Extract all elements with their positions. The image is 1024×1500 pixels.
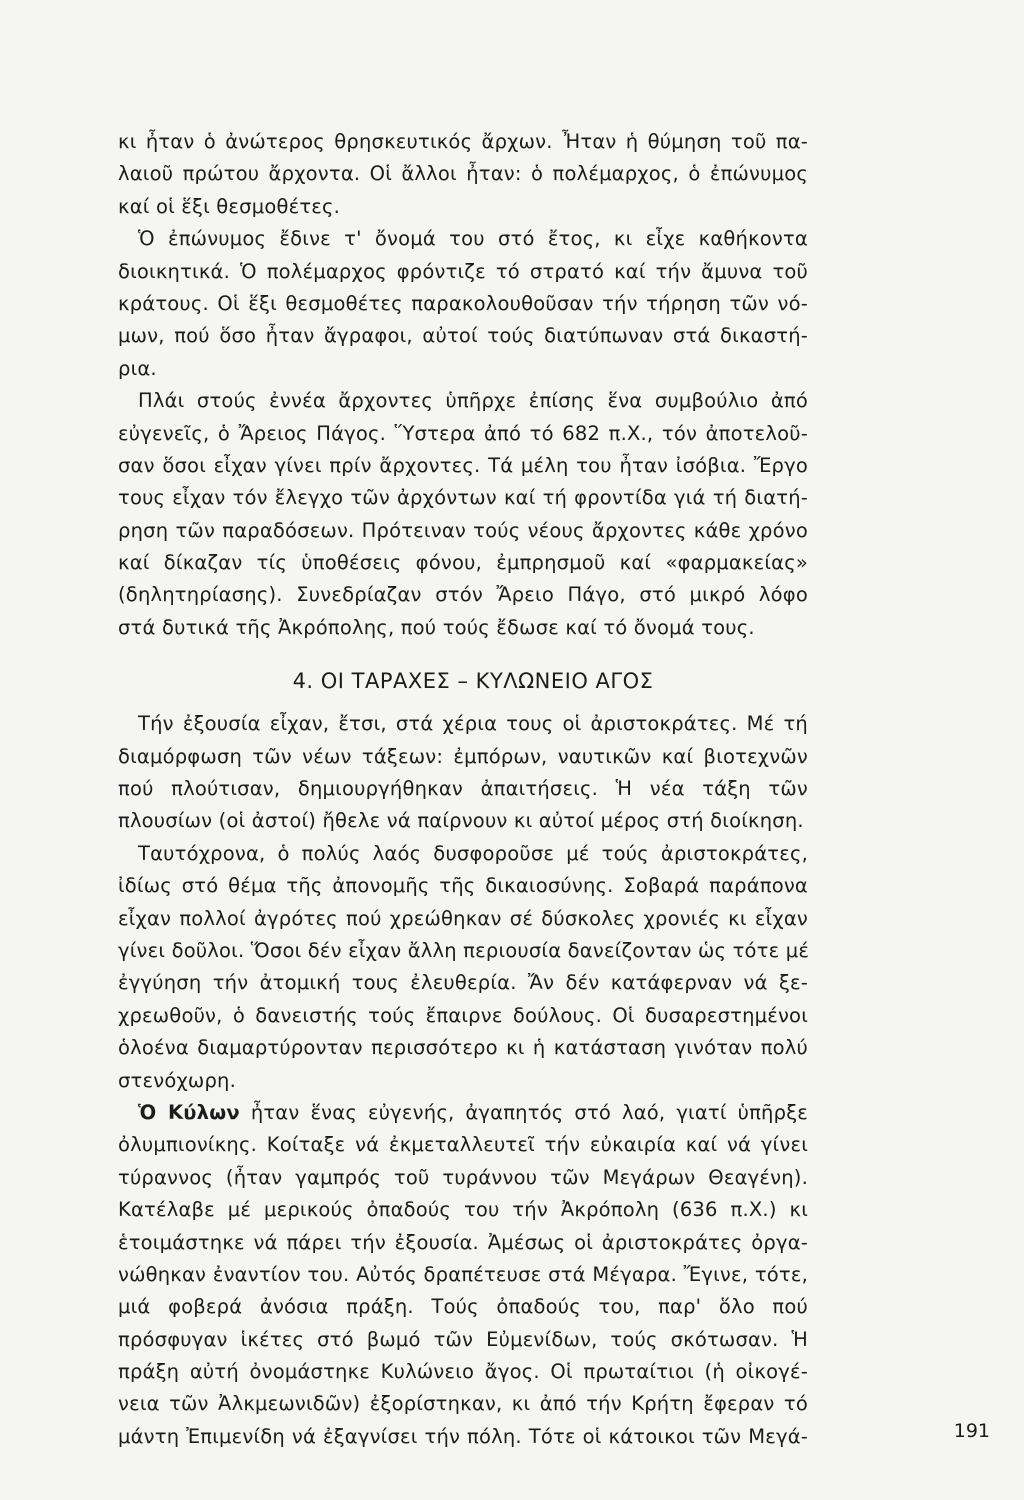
text-line: διοικητικά. Ὁ πολέμαρχος φρόντιζε τό στρατό καί τήν ἄμυνα τοῦ (118, 259, 808, 283)
text-line: ἑτοιμάστηκε νά πάρει τήν ἐξουσία. Ἀμέσως οἱ ἀριστοκράτες ὀργα- (118, 1230, 808, 1254)
text-line (118, 1097, 808, 1129)
text-line: ἰδίως στό θέμα τῆς ἀπονομῆς τῆς δικαιοσύνης. Σοβαρά παράπονα (118, 874, 808, 898)
text-line: Κατέλαβε μέ μερικούς ὀπαδούς του τήν Ἀκρόπολη (636 π.Χ.) κι (118, 1198, 808, 1222)
text-line: λαιοῦ πρώτου ἄρχοντα. Οἱ ἄλλοι ἦταν: ὁ πολέμαρχος, ὁ ἐπώνυμος (118, 162, 808, 186)
text-line: στενόχωρη. (118, 1068, 236, 1092)
text-line: χρεωθοῦν, ὁ δανειστής τούς ἔπαιρνε δούλους. Οἱ δυσαρεστημένοι (118, 1003, 808, 1027)
text-line: εἶχαν πολλοί ἀγρότες πού χρεώθηκαν σέ δύσκολες χρονιές κι εἶχαν (118, 906, 808, 930)
text-line: ὁλοένα διαμαρτύρονταν περισσότερο κι ἡ κατάσταση γινόταν πολύ (118, 1036, 808, 1060)
text-line: νώθηκαν ἐναντίον του. Αὐτός δραπέτευσε στά Μέγαρα. Ἔγινε, τότε, (118, 1262, 808, 1286)
text-line: σαν ὅσοι εἶχαν γίνει πρίν ἄρχοντες. Τά μέλη του ἦταν ἰσόβια. Ἔργο (118, 453, 808, 477)
text-line: πλουσίων (οἱ ἀστοί) ἤθελε νά παίρνουν κι αὐτοί μέρος στή διοίκηση. (118, 809, 804, 833)
text-line: ἐγγύηση τήν ἀτομική τους ἐλευθερία. Ἄν δέν κατάφερναν νά ξε- (118, 971, 808, 995)
text-line: τους εἶχαν τόν ἔλεγχο τῶν ἀρχόντων καί τή φροντίδα γιά τή διατή- (118, 486, 808, 510)
text-line: ὀλυμπιονίκης. Κοίταξε νά ἐκμεταλλευτεῖ τήν εὐκαιρία καί νά γίνει (118, 1133, 808, 1157)
section-heading: 4. ΟΙ ΤΑΡΑΧΕΣ – ΚΥΛΩΝΕΙΟ ΑΓΟΣ (292, 669, 654, 694)
body-text (118, 126, 808, 1453)
text-line: Τήν ἐξουσία εἶχαν, ἔτσι, στά χέρια τους οἱ ἀριστοκράτες. Μέ τή (138, 712, 808, 736)
text-line: πού πλούτισαν, δημιουργήθηκαν ἀπαιτήσεις. Ἡ νέα τάξη τῶν (118, 777, 808, 801)
text-line: πρόσφυγαν ἱκέτες στό βωμό τῶν Εὐμενίδων, τούς σκότωσαν. Ἡ (118, 1327, 808, 1351)
text-line: κι ἦταν ὁ ἀνώτερος θρησκευτικός ἄρχων. Ἦταν ἡ θύμηση τοῦ πα- (118, 130, 808, 153)
text-line: στά δυτικά τῆς Ἀκρόπολης, πού τούς ἔδωσε καί τό ὄνομά τους. (118, 615, 755, 639)
text-line: πράξη αὐτή ὀνομάστηκε Κυλώνειο ἄγος. Οἱ πρωταίτιοι (ἡ οἰκογέ- (118, 1360, 808, 1384)
text-line: εὐγενεῖς, ὁ Ἄρειος Πάγος. Ὕστερα ἀπό τό 682 π.Χ., τόν ἀποτελοῦ- (118, 421, 808, 445)
text-line: μάντη Ἐπιμενίδη νά ἐξαγνίσει τήν πόλη. Τότε οἱ κάτοικοι τῶν Μεγά- (118, 1424, 808, 1448)
bold-lead-term: Ὁ Κύλων (138, 1100, 240, 1124)
text-span: ἦταν ἕνας εὐγενής, ἀγαπητός στό λαό, γιατί ὑπῆρξε (239, 1100, 809, 1124)
text-line: (δηλητηρίασης). Συνεδρίαζαν στόν Ἄρειο Πάγο, στό μικρό λόφο (118, 583, 808, 607)
text-line: Ταυτόχρονα, ὁ πολύς λαός δυσφοροῦσε μέ τούς ἀριστοκράτες, (138, 841, 808, 865)
page-number: 191 (953, 1420, 990, 1442)
text-line: γίνει δοῦλοι. Ὅσοι δέν εἶχαν ἄλλη περιουσία δανείζονταν ὡς τότε μέ (118, 938, 810, 962)
text-line: κράτους. Οἱ ἕξι θεσμοθέτες παρακολουθοῦσαν τήν τήρηση τῶν νό- (118, 291, 808, 315)
text-line: μιά φοβερά ἀνόσια πράξη. Τούς ὀπαδούς του, παρ' ὅλο πού (118, 1295, 808, 1319)
text-line: Ὁ ἐπώνυμος ἔδινε τ' ὄνομά του στό ἔτος, κι εἶχε καθήκοντα (138, 227, 808, 251)
text-line: διαμόρφωση τῶν νέων τάξεων: ἐμπόρων, ναυτικῶν καί βιοτεχνῶν (118, 744, 808, 768)
text-line: ρια. (118, 356, 157, 380)
text-line: μων, πού ὅσο ἦταν ἄγραφοι, αὐτοί τούς διατύπωναν στά δικαστή- (118, 324, 808, 348)
text-line: καί δίκαζαν τίς ὑποθέσεις φόνου, ἐμπρησμοῦ καί «φαρμακείας» (118, 551, 808, 575)
text-line: καί οἱ ἕξι θεσμοθέτες. (118, 194, 341, 218)
text-line: τύραννος (ἦταν γαμπρός τοῦ τυράννου τῶν Μεγάρων Θεαγένη). (118, 1165, 808, 1189)
text-line: ρηση τῶν παραδόσεων. Πρότειναν τούς νέους ἄρχοντες κάθε χρόνο (118, 518, 808, 542)
text-line: Πλάι στούς ἐννέα ἄρχοντες ὑπῆρχε ἐπίσης ἕνα συμβούλιο ἀπό (138, 389, 808, 413)
text-line: νεια τῶν Ἀλκμεωνιδῶν) ἐξορίστηκαν, κι ἀπό τήν Κρήτη ἔφεραν τό (118, 1392, 808, 1416)
